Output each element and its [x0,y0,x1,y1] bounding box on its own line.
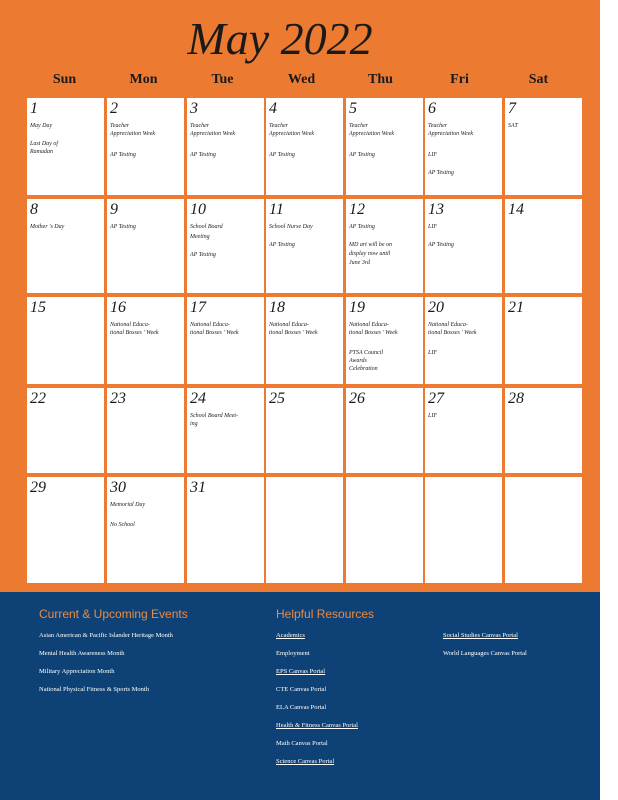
day-number: 2 [110,100,118,117]
day-note: AP Testing [269,152,295,158]
day-note: tional Bosses ' Week [349,330,398,336]
day-cell [27,297,104,384]
page-title: May 2022 [187,13,373,64]
day-cell [107,199,184,293]
day-note: AP Testing [190,252,216,258]
day-cell [107,98,184,195]
day-note: AP Testing [349,224,375,230]
day-cell [266,199,343,293]
resource-link-science[interactable]: Science Canvas Portal [276,758,335,765]
day-cell [266,98,343,195]
day-number: 23 [110,390,126,407]
day-number: 3 [190,100,198,117]
day-note: PTSA Council [349,350,384,356]
empty-day-cell [505,477,582,583]
day-note: Ramadan [30,149,53,155]
day-note: Celebration [349,366,378,372]
day-cell [187,388,264,473]
resource-link-math[interactable]: Math Canvas Portal [276,740,328,747]
day-note: Teacher [190,123,210,129]
day-note: LIF [428,350,437,356]
day-cell [27,98,104,195]
day-cell [27,477,104,583]
day-cell [425,388,502,473]
day-number: 22 [30,390,46,407]
weekday-sat: Sat [528,72,549,87]
day-note: SAT [508,123,518,129]
day-number: 17 [190,299,206,316]
day-note: tional Bosses ' Week [110,330,159,336]
resource-link-academics[interactable]: Academics [276,632,305,639]
day-cell [187,477,264,583]
weekday-fri: Fri [450,72,469,87]
weekday-wed: Wed [287,72,316,87]
day-note: School Nurse Day [269,224,313,230]
day-cell [27,199,104,293]
day-number: 7 [508,100,516,117]
day-note: MD art will be on [349,242,392,248]
day-number: 18 [269,299,285,316]
day-cell [346,388,423,473]
day-number: 9 [110,201,118,218]
day-note: School Board Meet- [190,413,239,419]
day-cell [505,98,582,195]
day-note: No School [110,522,135,528]
day-number: 5 [349,100,357,117]
day-cell [425,297,502,384]
resource-link-ela[interactable]: ELA Canvas Portal [276,704,327,711]
day-note: AP Testing [110,224,136,230]
day-number: 10 [190,201,206,218]
day-number: 21 [508,299,524,316]
events-heading: Current & Upcoming Events [39,607,188,621]
event-item: National Physical Fitness & Sports Month [39,686,149,693]
day-note: tional Bosses ' Week [190,330,239,336]
resource-link-employment[interactable]: Employment [276,650,310,657]
day-note: National Educa- [349,322,389,328]
resource-link-world-languages[interactable]: World Languages Canvas Portal [443,650,527,657]
day-note: Teacher [110,123,130,129]
day-number: 27 [428,390,444,407]
day-cell [346,297,423,384]
day-number: 6 [428,100,436,117]
weekday-tue: Tue [211,72,234,87]
weekday-thu: Thu [368,72,393,87]
day-note: Last Day of [30,141,59,147]
empty-day-cell [425,477,502,583]
event-item: Mental Health Awareness Month [39,650,125,657]
day-note: Memorial Day [110,502,146,508]
day-note: Appreciation Week [269,131,315,137]
day-cell [266,388,343,473]
day-number: 31 [190,479,206,496]
day-note: Mother 's Day [30,224,65,230]
day-note: Teacher [428,123,448,129]
resources-heading: Helpful Resources [276,607,375,621]
event-item: Asian American & Pacific Islander Heritage Month [39,632,173,639]
day-note: School Board [190,224,223,230]
day-cell [505,199,582,293]
info-footer [0,592,600,800]
day-cell [27,388,104,473]
day-note: LIF [428,413,437,419]
day-cell [505,388,582,473]
day-note: June 3rd [349,260,370,266]
day-number: 25 [269,390,285,407]
empty-day-cell [346,477,423,583]
day-note: Teacher [349,123,369,129]
day-number: 8 [30,201,38,218]
weekday-sun: Sun [52,72,77,87]
day-number: 15 [30,299,46,316]
day-note: National Educa- [428,322,468,328]
day-cell [187,297,264,384]
day-note: ing [190,421,198,427]
day-number: 12 [349,201,365,218]
day-cell [346,98,423,195]
day-number: 16 [110,299,126,316]
day-note: Appreciation Week [110,131,156,137]
day-note: Meeting [190,234,210,240]
day-number: 13 [428,201,444,218]
day-note: AP Testing [428,242,454,248]
day-cell [425,199,502,293]
resource-link-eps[interactable]: EPS Canvas Portal [276,668,326,675]
day-number: 26 [349,390,365,407]
day-note: May Day [30,123,53,129]
day-cell [266,297,343,384]
day-cell [505,297,582,384]
day-number: 30 [110,479,126,496]
day-note: LIF [428,152,437,158]
day-note: LIF [428,224,437,230]
resource-link-health-fitness[interactable]: Health & Fitness Canvas Portal [276,722,358,729]
day-note: AP Testing [428,170,454,176]
day-number: 29 [30,479,46,496]
resource-link-cte[interactable]: CTE Canvas Portal [276,686,327,693]
day-cell [346,199,423,293]
day-note: AP Testing [110,152,136,158]
day-number: 20 [428,299,444,316]
day-cell [107,388,184,473]
resource-link-social-studies[interactable]: Social Studies Canvas Portal [443,632,518,639]
day-cell [107,297,184,384]
day-number: 11 [269,201,284,218]
day-note: Appreciation Week [349,131,395,137]
day-note: Awards [349,358,367,364]
day-number: 24 [190,390,206,407]
day-cell [425,98,502,195]
day-note: display now until [349,251,391,257]
event-item: Military Appreciation Month [39,668,115,675]
weekday-mon: Mon [129,72,158,87]
day-note: AP Testing [190,152,216,158]
day-note: AP Testing [349,152,375,158]
day-cell [187,98,264,195]
day-note: Appreciation Week [190,131,236,137]
day-note: Appreciation Week [428,131,474,137]
day-note: Teacher [269,123,289,129]
day-number: 14 [508,201,524,218]
day-cell [107,477,184,583]
day-note: tional Bosses ' Week [428,330,477,336]
day-number: 28 [508,390,524,407]
day-number: 19 [349,299,365,316]
empty-day-cell [266,477,343,583]
day-note: tional Bosses ' Week [269,330,318,336]
day-note: National Educa- [110,322,150,328]
day-note: National Educa- [269,322,309,328]
day-note: National Educa- [190,322,230,328]
day-cell [187,199,264,293]
day-number: 4 [269,100,277,117]
day-number: 1 [30,100,38,117]
day-note: AP Testing [269,242,295,248]
